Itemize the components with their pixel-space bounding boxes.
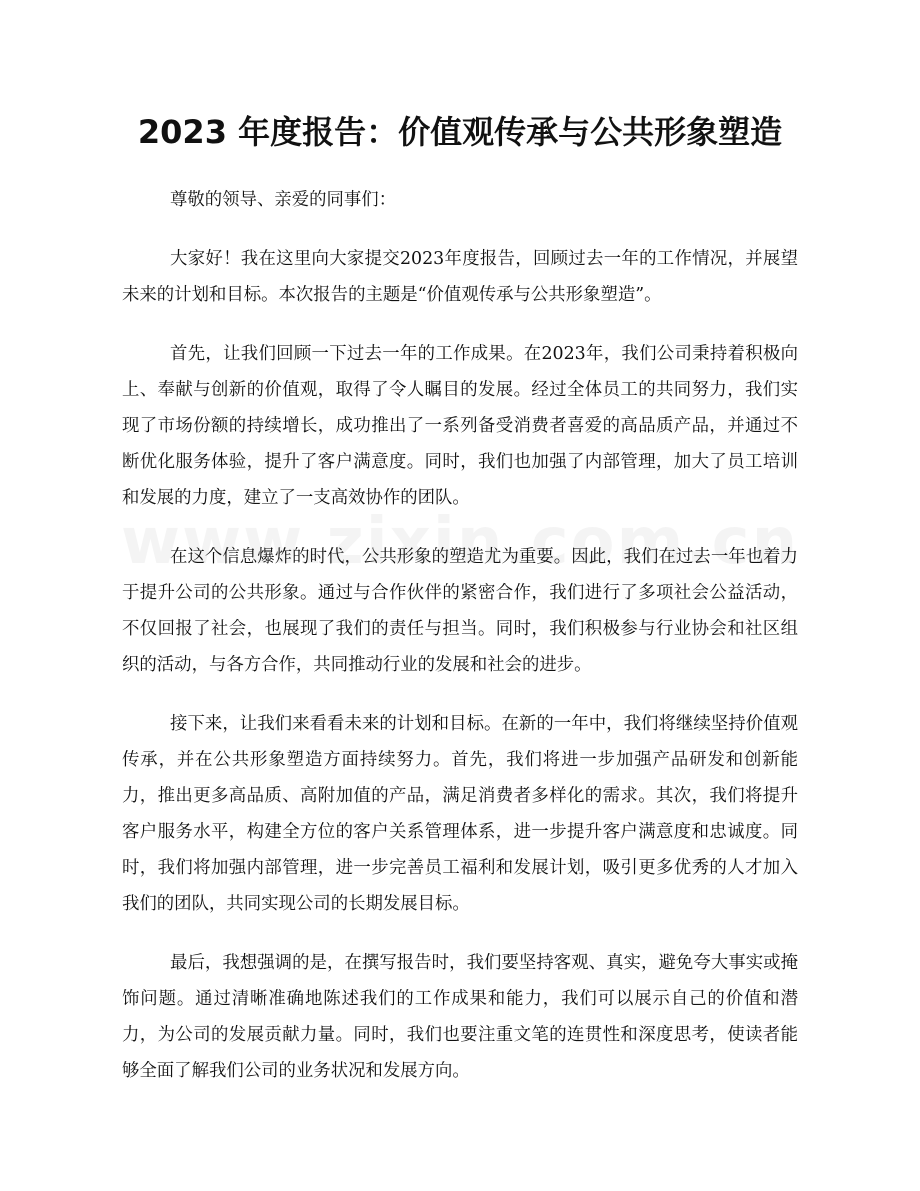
paragraph-review: 首先，让我们回顾一下过去一年的工作成果。在2023年，我们公司秉持着积极向上、奉献与创新的价值观，取得了令人瞩目的发展。经过全体员工的共同努力，我们实现了市场份额的持续增长，成功推出了一系列备受消费者喜爱的高品质产品，并通过不断优化服务体验，提升了客户满意度。同时，我们也加强了内部管理，加大了员工培训和发展的力度，建立了一支高效协作的团队。 (122, 344, 798, 508)
salutation: 尊敬的领导、亲爱的同事们： (170, 190, 397, 210)
document-body (122, 182, 798, 1112)
paragraph-future-plans: 接下来，让我们来看看未来的计划和目标。在新的一年中，我们将继续坚持价值观传承，并在公共形象塑造方面持续努力。首先，我们将进一步加强产品研发和创新能力，推出更多高品质、高附加值的产品，满足消费者多样化的需求。其次，我们将提升客户服务水平，构建全方位的客户关系管理体系，进一步提升客户满意度和忠诚度。同时，我们将加强内部管理，进一步完善员工福利和发展计划，吸引更多优秀的人才加入我们的团队，共同实现公司的长期发展目标。 (122, 714, 798, 914)
paragraph-public-image: 在这个信息爆炸的时代，公共形象的塑造尤为重要。因此，我们在过去一年也着力于提升公司的公共形象。通过与合作伙伴的紧密合作，我们进行了多项社会公益活动，不仅回报了社会，也展现了我们的责任与担当。同时，我们积极参与行业协会和社区组织的活动，与各方合作，共同推动行业的发展和社会的进步。 (122, 547, 798, 675)
paragraph-intro: 大家好！我在这里向大家提交2023年度报告，回顾过去一年的工作情况，并展望未来的计划和目标。本次报告的主题是“价值观传承与公共形象塑造”。 (122, 249, 798, 305)
document-title: 2023 年度报告：价值观传承与公共形象塑造 (137, 113, 783, 151)
paragraph-conclusion: 最后，我想强调的是，在撰写报告时，我们要坚持客观、真实，避免夸大事实或掩饰问题。通过清晰准确地陈述我们的工作成果和能力，我们可以展示自己的价值和潜力，为公司的发展贡献力量。同时，我们也要注重文笔的连贯性和深度思考，使读者能够全面了解我们公司的业务状况和发展方向。 (122, 953, 798, 1081)
